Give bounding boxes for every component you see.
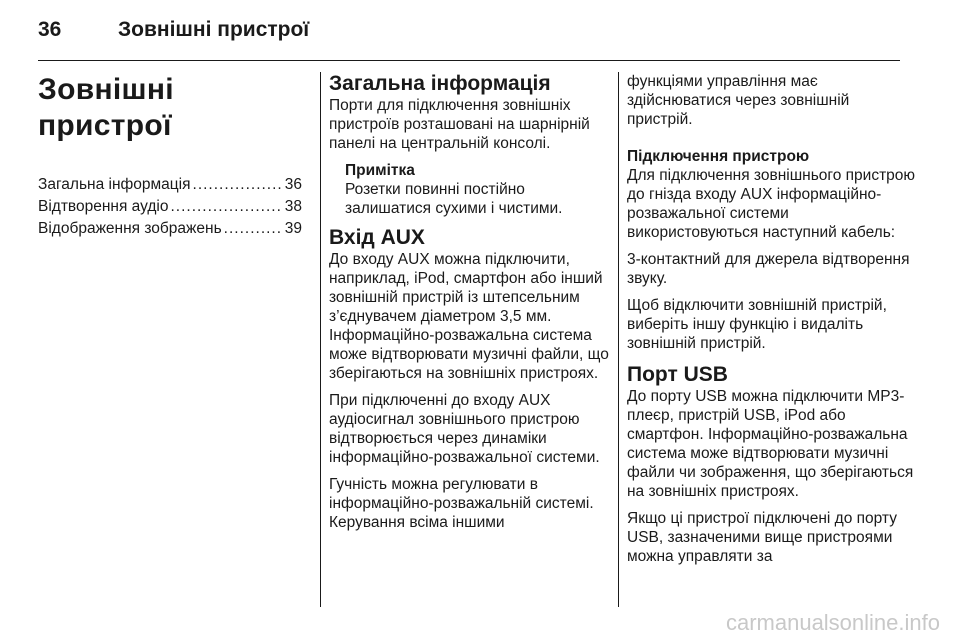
- toc-leader: [193, 174, 283, 195]
- general-intro: Порти для підключення зовнішніх пристроїв розташовані на шарнірній панелі на центральній консолі.: [329, 97, 590, 152]
- toc-entry-label: Загальна інформація: [38, 176, 191, 193]
- chapter-title: Зовнішні пристрої: [38, 73, 174, 142]
- column-1: [38, 72, 302, 240]
- connect-paragraph-3: Щоб відключити зовнішній пристрій, виберіть іншу функцію і видаліть зовнішній пристрій.: [627, 297, 887, 352]
- connect-paragraph-1: Для підключення зовнішнього пристрою до гнізда входу AUX інформаційно-розважальної системи використовуються наступний кабель:: [627, 167, 916, 241]
- note-text: Розетки повинні постійно залишатися сухими і чистими.: [345, 181, 563, 217]
- running-title: Зовнішні пристрої: [118, 18, 310, 41]
- section-heading-usb: Порт USB: [627, 363, 728, 386]
- column-divider-2: [618, 72, 619, 607]
- aux-paragraph-1: До входу AUX можна підключити, наприклад, iPod, смартфон або інший зовнішній пристрій із штепсельним з’єднувачем діаметром 3,5 мм. Інформаційно-розважальна система може відтворювати музичні файли, що зберігаються на зовнішніх пристроях.: [329, 251, 609, 382]
- section-heading-aux: Вхід AUX: [329, 226, 425, 249]
- aux-paragraph-3: Гучність можна регулювати в інформаційно-розважальній системі. Керування всіма іншими: [329, 476, 594, 531]
- connect-paragraph-2: 3-контактний для джерела відтворення звуку.: [627, 251, 910, 287]
- header-divider: [38, 60, 900, 61]
- toc-entry-page: 38: [284, 198, 302, 215]
- toc-entry-page: 39: [284, 220, 302, 237]
- toc-entry-page: 36: [284, 176, 302, 193]
- toc-entry[interactable]: [38, 218, 302, 239]
- page-header: [38, 18, 898, 48]
- toc-entry[interactable]: [38, 196, 302, 217]
- column-divider-1: [320, 72, 321, 607]
- toc-leader: [170, 196, 282, 217]
- column-3: [627, 72, 917, 574]
- watermark: carmanualsonline.info: [725, 610, 940, 635]
- table-of-contents: [38, 174, 302, 239]
- usb-paragraph-1: До порту USB можна підключити MP3-плеєр, пристрій USB, iPod або смартфон. Інформаційно-розважальна система може відтворювати музичні файли чи зображення, що зберігаються на зовнішніх пристроях.: [627, 388, 914, 500]
- column-3-continuation-spacer: [627, 72, 917, 129]
- section-heading-connect: Підключення пристрою: [627, 148, 810, 165]
- usb-paragraph-2: Якщо ці пристрої підключені до порту USB, зазначеними вище пристроями можна управляти за: [627, 510, 897, 565]
- note-box: [329, 161, 609, 218]
- aux-paragraph-3-continued: функціями управління має здійснюватися через зовнішній пристрій.: [627, 73, 850, 128]
- aux-paragraph-2: При підключенні до входу AUX аудіосигнал зовнішнього пристрою відтворюється через динаміки інформаційно-розважальної системи.: [329, 392, 600, 466]
- toc-entry-label: Відтворення аудіо: [38, 198, 169, 215]
- note-title: Примітка: [345, 162, 415, 179]
- toc-entry[interactable]: [38, 174, 302, 195]
- column-2: [329, 72, 609, 540]
- page-number: 36: [38, 18, 62, 41]
- toc-entry-label: Відображення зображень: [38, 220, 222, 237]
- section-heading-general: Загальна інформація: [329, 72, 551, 95]
- toc-leader: [224, 218, 283, 239]
